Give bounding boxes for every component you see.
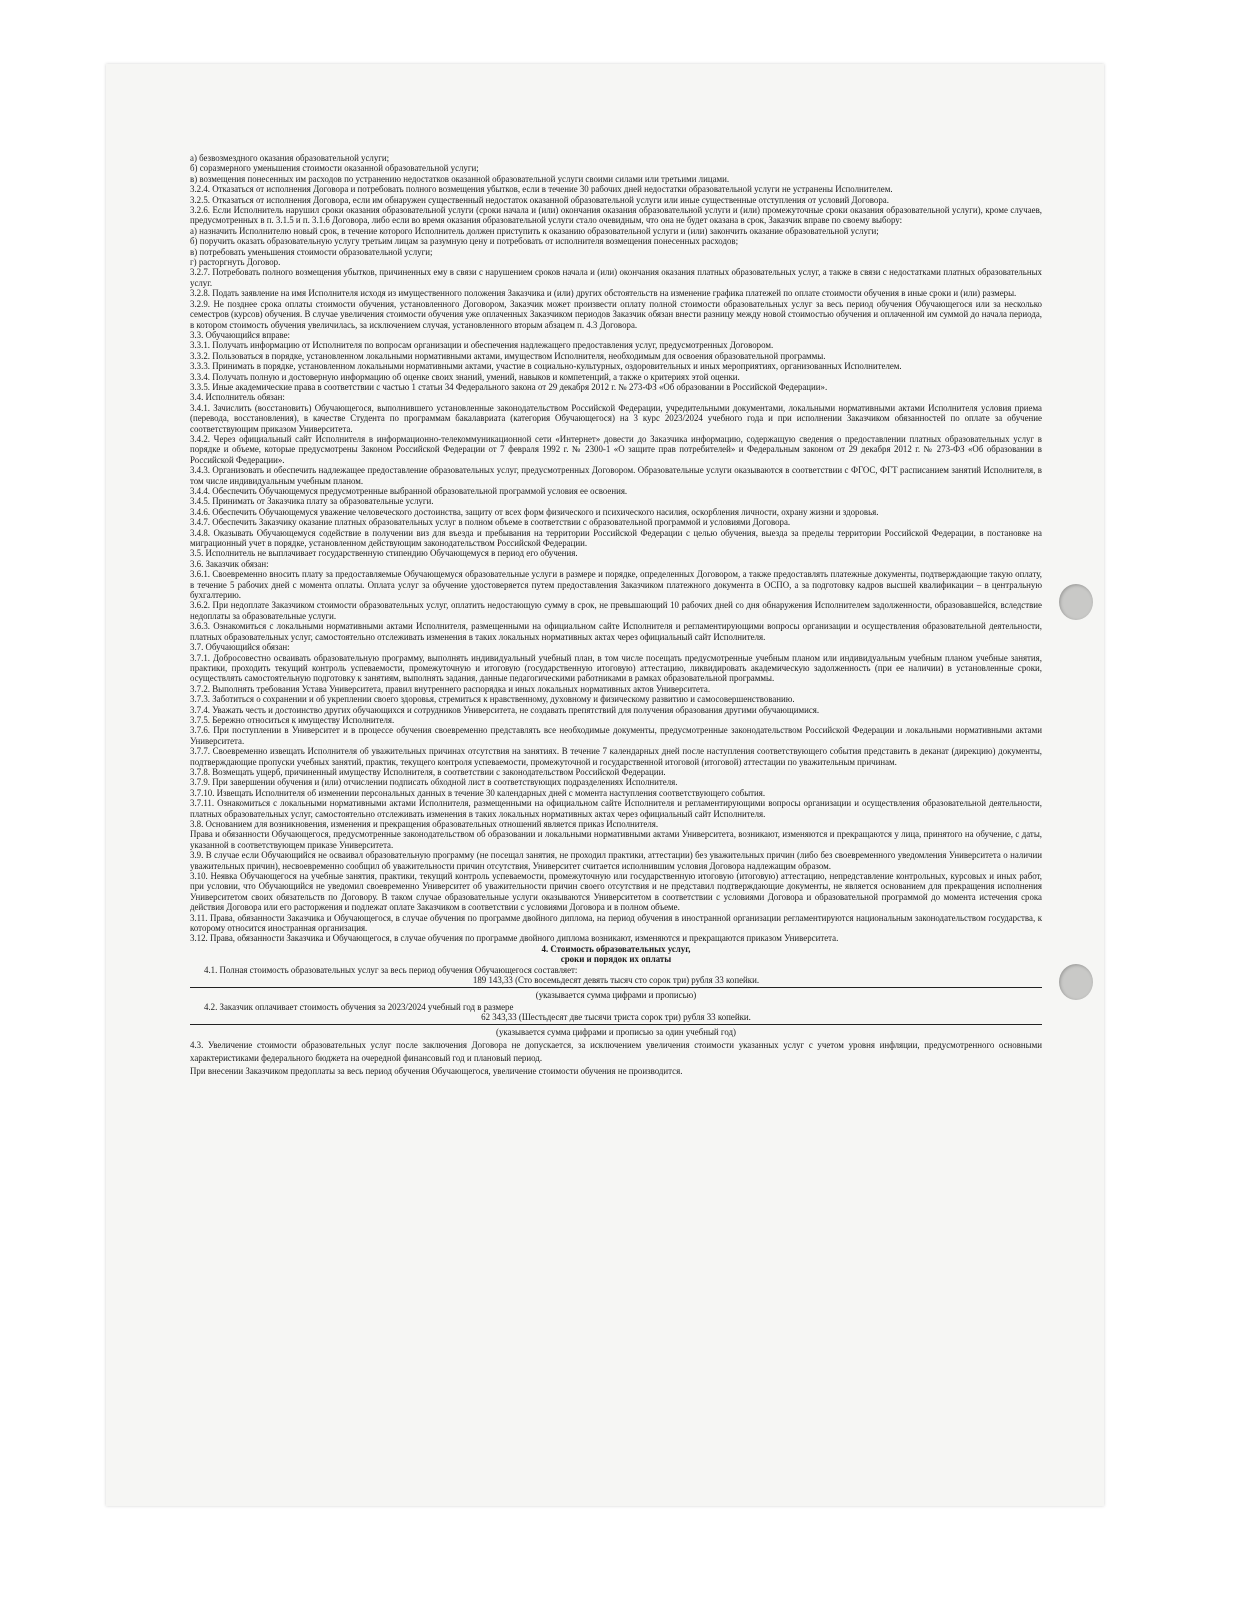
clause-paragraph: 3.9. В случае если Обучающийся не осваивал образовательную программу (не посещал занятия, не проходил практики, аттестации) без уважительных причин (либо без своевременного уведомления Университета о наличии уважительных причин), несвоевременно сообщил об уважительности причин отсутствия, Университет считается исполнившим условия Договора надлежащим образом.: [190, 850, 1042, 871]
clause-paragraph: 3.7.3. Заботиться о сохранении и об укреплении своего здоровья, стремиться к нравственному, духовному и физическому развитию и самосовершенствованию.: [190, 694, 795, 705]
clauses-list: [190, 153, 1042, 944]
clause-paragraph: 3.4.3. Организовать и обеспечить надлежащее предоставление образовательных услуг, предусмотренных Договором. Образовательные услуги оказываются в соответствии с ФГОС, ФГТ расписанием занятий Исполнителя, в том числе индивидуальным учебным планом.: [190, 465, 1042, 486]
clause-paragraph: 3.7.1. Добросовестно осваивать образовательную программу, выполнять индивидуальный учебный план, в том числе посещать предусмотренные учебным планом или индивидуальным учебным планом учебные занятия, практики, проходить текущий контроль успеваемости, промежуточную и итоговую (государственную итоговую) аттестацию, ликвидировать академическую задолженность (при ее наличии) в установленные сроки, осуществлять самостоятельную подготовку к занятиям, выполнять задания, данные педагогическими работниками в рамках образовательной программы.: [190, 652, 1042, 684]
clause-paragraph: 3.4.6. Обеспечить Обучающемуся уважение человеческого достоинства, защиту от всех форм физического и психического насилия, оскорбления личности, охрану жизни и здоровья.: [190, 506, 879, 517]
clause-paragraph: 3.7.9. При завершении обучения и (или) отчислении подписать обходной лист в соответствующих подразделениях Исполнителя.: [190, 777, 678, 788]
amount-note: (указывается сумма цифрами и прописью): [535, 989, 697, 1000]
clause-paragraph: б) соразмерного уменьшения стоимости оказанной образовательной услуги;: [190, 163, 479, 174]
annual-amount-underline: [190, 1024, 1042, 1025]
clause-paragraph: 3.2.4. Отказаться от исполнения Договора и потребовать полного возмещения убытков, если в течение 30 рабочих дней недостатки образовательной услуги не устранены Исполнителем.: [190, 184, 893, 195]
clause-paragraph: 3.6. Заказчик обязан:: [190, 558, 269, 569]
clause-paragraph: 3.4.1. Зачислить (восстановить) Обучающегося, выполнившего установленные законодательством Российской Федерации, учредительными документами, локальными нормативными актами Исполнителя условия приема (перевода, восстановления), в качестве Студента по программам бакалавриата (категория Обучающегося) на 3 курс 2023/2024 учебного года и при исполнении Заказчиком обязанностей по оплате за обучение соответствующим приказом Университета.: [190, 402, 1042, 434]
clause-paragraph: 3.2.9. Не позднее срока оплаты стоимости обучения, установленного Договором, Заказчик может произвести оплату полной стоимости образовательных услуг за весь период обучения Обучающегося или за несколько семестров (курсов) обучения. В случае увеличения стоимости обучения уже оплаченных Заказчиком периодов Заказчик обязан внести разницу между новой стоимостью обучения и оплаченной им суммой до начала периода, в котором стоимость обучения увеличилась, за исключением случая, установленного вторым абзацем п. 4.3 Договора.: [190, 298, 1042, 330]
clause-paragraph: 3.3.2. Пользоваться в порядке, установленном локальными нормативными актами, имуществом Исполнителя, необходимым для освоения образовательной программы.: [190, 350, 826, 361]
clause-paragraph: 3.4. Исполнитель обязан:: [190, 392, 285, 403]
total-amount: 189 143,33 (Сто восемьдесят девять тысяч сто сорок три) рубля 33 копейки.: [472, 975, 760, 986]
clause-paragraph: а) назначить Исполнителю новый срок, в течение которого Исполнитель должен приступить к оказанию образовательной услуги и (или) закончить оказание образовательной услуги;: [190, 225, 879, 236]
clause-4-1: 4.1. Полная стоимость образовательных услуг за весь период обучения Обучающегося составляет:: [204, 964, 578, 975]
clause-paragraph: 3.4.4. Обеспечить Обучающемуся предусмотренные выбранной образовательной программой условия ее освоения.: [190, 486, 628, 496]
section-4-heading-line1: 4. Стоимость образовательных услуг,: [541, 943, 691, 954]
clause-paragraph: 3.2.5. Отказаться от исполнения Договора, если им обнаружен существенный недостаток оказанной образовательной услуги или иные существенные отступления от условий Договора.: [190, 194, 889, 205]
clause-paragraph: 3.7.4. Уважать честь и достоинство других обучающихся и сотрудников Университета, не создавать препятствий для получения образования другими обучающимися.: [190, 704, 820, 715]
clause-paragraph: 3.4.7. Обеспечить Заказчику оказание платных образовательных услуг в полном объеме в соответствии с образовательной программой и условиями Договора.: [190, 517, 791, 528]
clause-paragraph: 3.7.10. Извещать Исполнителя об изменении персональных данных в течение 30 календарных дней с момента наступления соответствующего события.: [190, 787, 766, 798]
clause-paragraph: а) безвозмездного оказания образовательной услуги;: [190, 153, 390, 163]
clause-paragraph: г) расторгнуть Договор.: [190, 257, 281, 268]
clause-4-3-second: При внесении Заказчиком предоплаты за весь период обучения Обучающегося, увеличение стоимости обучения не производится.: [190, 1066, 683, 1077]
clause-paragraph: 3.6.2. При недоплате Заказчиком стоимости образовательных услуг, оплатить недостающую сумму в срок, не превышающий 10 рабочих дней со дня обнаружения Исполнителем задолженности, образовавшейся, вследствие недоплаты за образовательные услуги.: [190, 600, 1042, 621]
clause-paragraph: 3.7.11. Ознакомиться с локальными нормативными актами Исполнителя, размещенными на официальном сайте Исполнителя и регламентирующими вопросы организации и осуществления образовательной деятельности, платных образовательных услуг, самостоятельно отслеживать изменения в таких локальных нормативных актах через официальный сайт Исполнителя.: [190, 798, 1042, 819]
clause-paragraph: 3.10. Неявка Обучающегося на учебные занятия, практики, текущий контроль успеваемости, промежуточную или государственную итоговую (итоговую) аттестацию, непредставление контрольных, курсовых и иных работ, при условии, что Обучающийся не уведомил своевременно Университет об уважительности причин своего отсутствия и не представил подтверждающие документы, не является основанием для прекращения исполнения Университетом своих обязательств по Договору. В таком случае образовательные услуги оказываются Университетом в соответствии с условиями Договора и образовательной программой до момента истечения срока действия Договора или его расторжения и подлежат оплате Заказчиком в соответствии с условиями Договора и в полном объеме.: [190, 871, 1042, 913]
clause-paragraph: 3.11. Права, обязанности Заказчика и Обучающегося, в случае обучения по программе двойного диплома, на период обучения в иностранной организации регламентируются национальным законодательством государства, к которому относится иностранная организация.: [190, 912, 1042, 934]
clause-paragraph: 3.7. Обучающийся обязан:: [190, 642, 290, 653]
clause-paragraph: 3.3.4. Получать полную и достоверную информацию об оценке своих знаний, умений, навыков и компетенций, а также о критериях этой оценки.: [190, 371, 740, 382]
clause-paragraph: 3.6.1. Своевременно вносить плату за предоставляемые Обучающемуся образовательные услуги в размере и порядке, определенных Договором, а также предоставлять платежные документы, подтверждающие такую оплату, в течение 5 рабочих дней с момента оплаты. Оплата услуг за обучение удостоверяется путем предоставления Заказчиком платежного документа в ОСПО, а за подготовку кадров высшей квалификации – в центральную бухгалтерию.: [190, 569, 1042, 601]
clause-paragraph: 3.4.8. Оказывать Обучающемуся содействие в получении виз для въезда и пребывания на территории Российской Федерации с целью обучения, выезда за пределы территории Российской Федерации, в постановке на миграционный учет в порядке, установленном действующим законодательством Российской Федерации.: [190, 527, 1042, 549]
clause-4-3: 4.3. Увеличение стоимости образовательных услуг после заключения Договора не допускается, за исключением увеличения стоимости указанных услуг с учетом уровня инфляции, предусмотренного основными характеристиками федерального бюджета на очередной финансовый год и плановый период.: [190, 1040, 1042, 1064]
clause-paragraph: 3.4.2. Через официальный сайт Исполнителя в информационно-телекоммуникационной сети «Интернет» довести до Заказчика информацию, содержащую сведения о предоставлении платных образовательных услуг в порядке и объеме, которые предусмотрены Законом Российской Федерации от 7 февраля 1992 г. № 2300-1 «О защите прав потребителей» и Федеральным законом от 29 декабря 2012 г. № 273-ФЗ «Об образовании в Российской Федерации».: [190, 433, 1042, 465]
clause-paragraph: 3.12. Права, обязанности Заказчика и Обучающегося, в случае обучения по программе двойного диплома возникают, изменяются и прекращаются приказом Университета.: [190, 933, 839, 944]
clause-4-2: 4.2. Заказчик оплачивает стоимость обучения за 2023/2024 учебный год в размере: [204, 1001, 514, 1012]
clause-paragraph: в) потребовать уменьшения стоимости образовательной услуги;: [190, 246, 433, 257]
clause-paragraph: 3.6.3. Ознакомиться с локальными нормативными актами Исполнителя, размещенными на официальном сайте Исполнителя и регламентирующими вопросы организации и осуществления образовательной деятельности, платных образовательных услуг, самостоятельно отслеживать изменения в таких локальных нормативных актах через официальный сайт Исполнителя.: [190, 621, 1042, 642]
clause-paragraph: 3.7.2. Выполнять требования Устава Университета, правил внутреннего распорядка и иных локальных нормативных актов Университета.: [190, 683, 711, 694]
annual-amount-note: (указывается сумма цифрами и прописью за один учебный год): [496, 1026, 736, 1037]
clause-paragraph: 3.8. Основанием для возникновения, изменения и прекращения образовательных отношений является приказ Исполнителя.: [190, 819, 659, 829]
clause-paragraph: 3.3.5. Иные академические права в соответствии с частью 1 статьи 34 Федерального закона от 29 декабря 2012 г. № 273-ФЗ «Об образовании в Российской Федерации».: [190, 381, 828, 392]
clause-paragraph: 3.2.6. Если Исполнитель нарушил сроки оказания образовательной услуги (сроки начала и (или) окончания оказания образовательной услуги и (или) промежуточные сроки оказания образовательной услуги), кроме случаев, предусмотренных в п. 3.1.5 и п. 3.1.6 Договора, либо если во время оказания образовательной услуги стало очевидным, что она не будет оказана в срок, Заказчик вправе по своему выбору:: [190, 205, 1042, 226]
clause-paragraph: 3.3.3. Принимать в порядке, установленном локальными нормативными актами, участие в социально-культурных, оздоровительных и иных мероприятиях, организованных Исполнителем.: [190, 361, 902, 372]
clause-paragraph: 3.7.7. Своевременно извещать Исполнителя об уважительных причинах отсутствия на занятиях. В течение 7 календарных дней после наступления соответствующего события представить в деканат (дирекцию) документы, подтверждающие пропуски учебных занятий, практик, текущего контроля успеваемости, промежуточной и государственной итоговой (итоговой) аттестации по уважительным причинам.: [190, 746, 1042, 767]
clause-paragraph: Права и обязанности Обучающегося, предусмотренные законодательством об образовании и локальными нормативными актами Университета, возникают, изменяются и прекращаются у лица, принятого на обучение, с даты, указанной в соответствующем приказе Университета.: [190, 829, 1042, 850]
clause-paragraph: 3.7.8. Возмещать ущерб, причиненный имуществу Исполнителя, в соответствии с законодательством Российской Федерации.: [190, 766, 666, 777]
annual-amount: 62 343,33 (Шестьдесят две тысячи триста сорок три) рубля 33 копейки.: [481, 1012, 751, 1023]
clause-paragraph: 3.3. Обучающийся вправе:: [190, 329, 291, 340]
clause-paragraph: 3.2.7. Потребовать полного возмещения убытков, причиненных ему в связи с нарушением сроков начала и (или) окончания оказания платных образовательных услуг, а также в связи с недостатками платных образовательных услуг.: [190, 267, 1042, 288]
amount-underline: [190, 987, 1042, 988]
clause-paragraph: 3.4.5. Принимать от Заказчика плату за образовательные услуги.: [190, 496, 434, 507]
clause-paragraph: 3.5. Исполнитель не выплачивает государственную стипендию Обучающемуся в период его обучения.: [190, 548, 578, 559]
section-4-heading-line2: сроки и порядок их оплаты: [560, 954, 672, 965]
clause-paragraph: 3.3.1. Получать информацию от Исполнителя по вопросам организации и обеспечения надлежащего предоставления услуг, предусмотренных Договором.: [190, 340, 774, 351]
document-page: [106, 64, 1104, 1506]
clause-paragraph: 3.7.5. Бережно относиться к имуществу Исполнителя.: [190, 714, 395, 725]
clause-paragraph: 3.7.6. При поступлении в Университет и в процессе обучения своевременно представлять все необходимые документы, предусмотренные законодательством Российской Федерации и локальными нормативными актами Университета.: [190, 725, 1042, 746]
punch-hole-bottom: [1059, 964, 1093, 1000]
clause-paragraph: 3.2.8. Подать заявление на имя Исполнителя исходя из имущественного положения Заказчика и (или) других обстоятельств на изменение графика платежей по оплате стоимости обучения в иные сроки и (или) размеры.: [190, 288, 1017, 299]
clause-paragraph: б) поручить оказать образовательную услугу третьим лицам за разумную цену и потребовать от исполнителя возмещения понесенных расходов;: [190, 236, 739, 247]
punch-hole-top: [1059, 584, 1093, 620]
contract-text: [190, 153, 1042, 1078]
clause-paragraph: в) возмещения понесенных им расходов по устранению недостатков оказанной образовательной услуги своими силами или третьими лицами.: [190, 173, 730, 184]
